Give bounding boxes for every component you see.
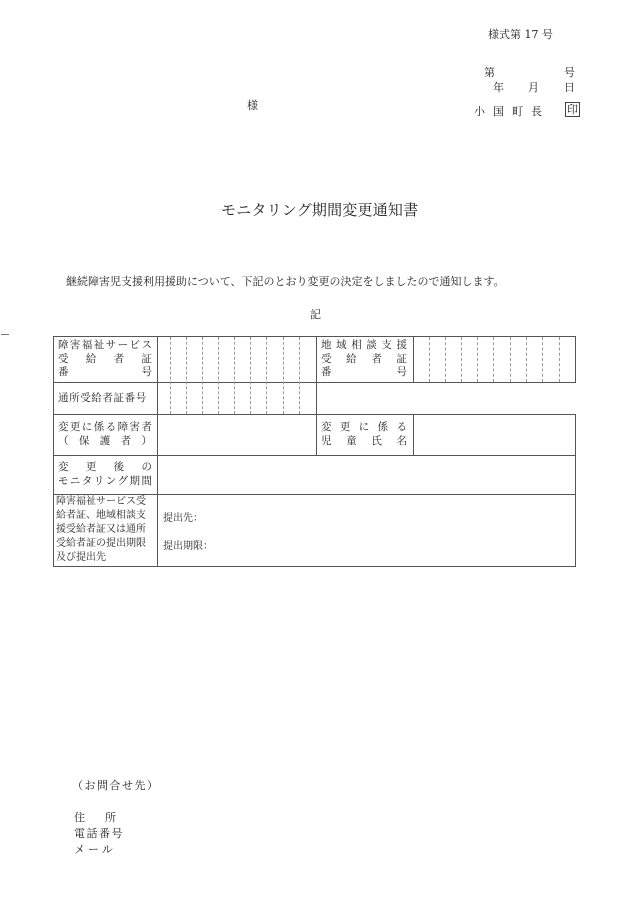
contact-heading: （お問合せ先） [72, 779, 160, 792]
label-char: 障 [117, 421, 129, 433]
label-char: 相 [351, 339, 362, 351]
guardian-name-input[interactable] [158, 415, 316, 455]
label-char: 給 [85, 352, 97, 365]
label-char: ス [141, 339, 152, 351]
issuer-name [474, 103, 542, 119]
monitoring-period-input[interactable] [158, 456, 575, 494]
label-char: 域 [336, 339, 347, 351]
label-line: 受給者証の提出期限 [56, 538, 146, 549]
label-char: ニ [69, 474, 81, 487]
label-char: 名 [396, 434, 407, 447]
label-char: 変 [58, 421, 69, 433]
label-char: 童 [346, 434, 357, 447]
submission-label [56, 495, 156, 565]
label-char: 変 [58, 461, 69, 473]
label-char: 談 [366, 339, 377, 351]
label-char: 係 [377, 421, 389, 433]
date-month: 月 [528, 81, 539, 94]
doc-number-prefix: 第 [484, 66, 495, 79]
label-char: 間 [141, 474, 152, 487]
label-line: 援受給者証又は通所 [56, 524, 146, 535]
label-char: 害 [129, 421, 141, 433]
label-char: 福 [81, 339, 93, 351]
label-char: の [141, 461, 152, 473]
contact-phone-label: 電話番号 [74, 827, 124, 840]
label-char: 者 [141, 421, 152, 433]
label-char: ビ [129, 339, 141, 351]
date-day: 日 [564, 81, 575, 94]
label-char: 児 [321, 434, 332, 447]
label-char: る [105, 421, 117, 433]
label-char: 更 [85, 461, 97, 473]
regional-consult-cert-number-label [321, 339, 407, 380]
label-char: 証 [396, 352, 407, 365]
label-char: 後 [113, 461, 125, 473]
deadline-label: 提出期限： [163, 541, 213, 552]
label-char: 号 [141, 366, 152, 378]
label-char: に [358, 421, 370, 433]
label-char: 給 [346, 352, 357, 365]
label-char: 護 [99, 434, 111, 447]
label-line: 給者証、地域相談支 [56, 510, 146, 521]
label-char: 受 [58, 352, 69, 365]
label-char: モ [58, 474, 69, 487]
submit-to-input[interactable] [210, 506, 570, 522]
doc-number-suffix: 号 [564, 66, 575, 79]
label-char: 援 [396, 339, 407, 351]
label-char: 祉 [93, 339, 105, 351]
label-char: 変 [321, 421, 332, 433]
tsusho-cert-number-input[interactable] [158, 383, 316, 414]
right-cert-number-input[interactable] [414, 337, 575, 382]
label-char: 地 [321, 339, 332, 351]
issuer-char: 国 [493, 105, 504, 118]
guardian-label [58, 421, 152, 448]
label-char: 番 [58, 366, 69, 378]
label-line: 障害福祉サービス受 [56, 496, 146, 507]
addressee-suffix: 様 [247, 99, 258, 112]
label-line: 及び提出先 [56, 552, 106, 563]
label-char: ー [117, 339, 129, 351]
seal-box [565, 102, 580, 117]
label-char: グ [117, 474, 129, 487]
label-char: タ [81, 474, 93, 487]
label-char: ） [141, 434, 152, 447]
deadline-input[interactable] [215, 534, 570, 550]
submit-to-label: 提出先： [163, 513, 203, 524]
issuer-char: 町 [512, 105, 523, 118]
label-char: ン [105, 474, 117, 487]
child-name-input[interactable] [414, 415, 575, 455]
label-char: 号 [396, 366, 407, 378]
issuer-char: 小 [474, 105, 485, 118]
form-number: 様式第 17 号 [488, 28, 553, 41]
label-char: 更 [339, 421, 351, 433]
seal-mark: 印 [567, 103, 578, 116]
label-char: 者 [113, 352, 125, 365]
body-text: 継続障害児支援利用援助について、下記のとおり変更の決定をしましたので通知します。 [66, 275, 505, 288]
date-year: 年 [493, 81, 504, 94]
label-char: 期 [129, 474, 141, 487]
label-char: 者 [120, 434, 132, 447]
label-char: リ [93, 474, 105, 487]
label-char: 障 [58, 339, 69, 351]
label-char: 所 [105, 811, 116, 824]
label-char: 証 [141, 352, 152, 365]
issuer-char: 長 [531, 105, 542, 118]
label-char: サ [105, 339, 117, 351]
label-char: 者 [371, 352, 382, 365]
label-char: 番 [321, 366, 332, 378]
document-title: モニタリング期間変更通知書 [221, 201, 419, 219]
label-char: 保 [78, 434, 90, 447]
label-char: 害 [69, 339, 81, 351]
ki-label: 記 [310, 308, 321, 321]
label-char: 支 [381, 339, 392, 351]
label-char: 氏 [371, 434, 382, 447]
monitoring-period-label [58, 461, 152, 488]
label-char: 更 [69, 421, 81, 433]
label-char: （ [58, 434, 69, 447]
left-cert-number-input[interactable] [158, 337, 316, 382]
label-char: 住 [74, 811, 85, 824]
tsusho-cert-number-label: 通所受給者証番号 [58, 392, 147, 404]
welfare-cert-number-label [58, 339, 152, 380]
margin-mark [1, 334, 9, 335]
contact-address-label [74, 809, 116, 825]
label-char: 受 [321, 352, 332, 365]
contact-email-label: メール [74, 843, 116, 856]
child-name-label [321, 421, 407, 448]
label-char: 係 [93, 421, 105, 433]
label-char: に [81, 421, 93, 433]
label-char: る [396, 421, 407, 433]
